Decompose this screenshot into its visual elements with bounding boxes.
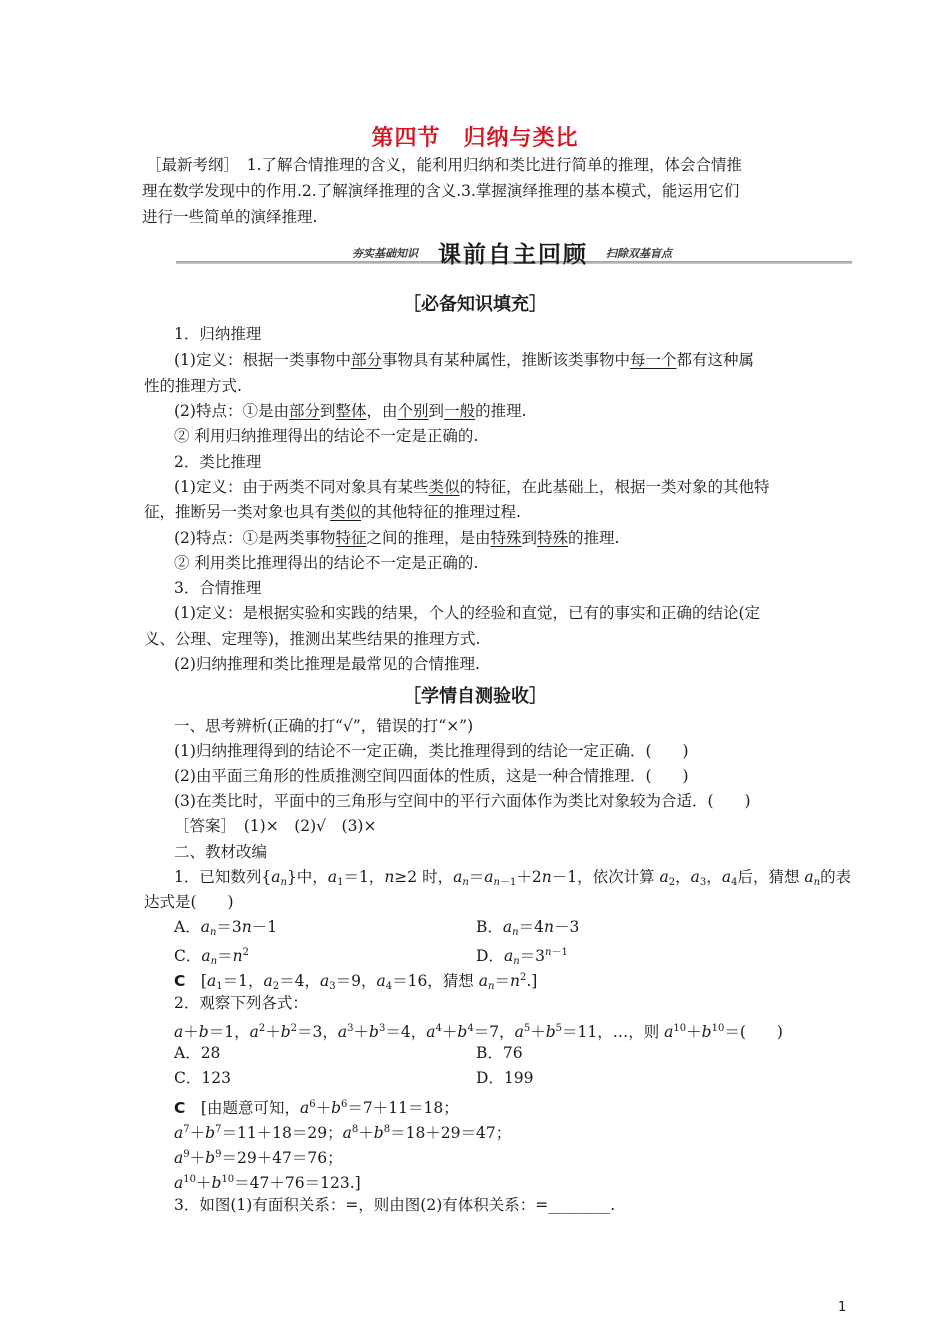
solution-line: C [由题意可知，$a^6+b^6=7+11=18$； [174, 1099, 459, 1117]
feature-line: (2)特点：①是两类事物特征之间的推理，是由特殊到特殊的推理. [174, 529, 620, 547]
problem-line: 达式是( ) [144, 893, 234, 911]
solution-line: $a^7+b^7=11+18=29$；$a^8+b^8=18+29=47$； [174, 1124, 512, 1142]
item-heading: 3．合情推理 [174, 579, 262, 597]
problem-line: 2．观察下列各式： [174, 994, 308, 1012]
feature-line: (2)特点：①是由部分到整体，由个别到一般的推理. [174, 402, 527, 420]
item-heading: 二、教材改编 [174, 843, 268, 861]
answer-line: ［答案］ (1)× (2)√ (3)× [174, 817, 377, 835]
question-line: (2)由平面三角形的性质推测空间四面体的性质，这是一种合情推理．( ) [174, 767, 689, 785]
section-heading: ［学情自测验收］ [403, 686, 547, 707]
option-d: D．$a_n=3^{n-1}$ [476, 947, 568, 967]
banner-title: 课前自主回顾 [438, 242, 588, 268]
feature-line: (2)归纳推理和类比推理是最常见的合情推理. [174, 655, 480, 673]
problem-line: 3．如图(1)有面积关系：=，则由图(2)有体积关系：=________. [174, 1196, 616, 1214]
definition-line: 征，推断另一类对象也具有类似的其他特征的推理过程. [144, 503, 521, 521]
definition-line: 性的推理方式. [144, 377, 242, 395]
definition-line: (1)定义：根据一类事物中部分事物具有某种属性，推断该类事物中每一个都有这种属 [174, 351, 755, 369]
feature-line: ② 利用归纳推理得出的结论不一定是正确的. [174, 427, 479, 445]
section-banner [176, 236, 852, 272]
definition-line: (1)定义：是根据实验和实践的结果，个人的经验和直觉，已有的事实和正确的结论(定 [174, 604, 761, 622]
banner-left-text: 夯实基础知识 [352, 247, 418, 260]
option-b: B．$a_n=4n-3$ [476, 918, 580, 938]
definition-line: 义、公理、定理等)，推测出某些结果的推理方式. [144, 630, 481, 648]
option-b: B．76 [476, 1044, 523, 1062]
banner-right-text: 扫除双基盲点 [606, 247, 672, 260]
intro-line: ［最新考纲］ 1.了解合情推理的含义，能利用归纳和类比进行简单的推理，体会合情推 [146, 156, 743, 174]
option-c: C．123 [174, 1069, 231, 1087]
solution-line: $a^9+b^9=29+47=76$； [174, 1149, 343, 1167]
definition-line: (1)定义：由于两类不同对象具有某些类似的特征，在此基础上，根据一类对象的其他特 [174, 478, 770, 496]
solution-line: C [$a_1=1$，$a_2=4$，$a_3=9$，$a_4=16$，猜想 $a_n=n^2$.] [174, 972, 538, 992]
item-heading: 2．类比推理 [174, 453, 262, 471]
page-title: 第四节 归纳与类比 [371, 126, 579, 151]
intro-line: 进行一些简单的演绎推理. [142, 208, 318, 226]
intro-line: 理在数学发现中的作用.2.了解演绎推理的含义.3.掌握演绎推理的基本模式，能运用它们 [142, 182, 740, 200]
question-line: (1)归纳推理得到的结论不一定正确，类比推理得到的结论一定正确．( ) [174, 742, 689, 760]
section-heading: ［必备知识填充］ [403, 294, 547, 315]
question-line: (3)在类比时，平面中的三角形与空间中的平行六面体作为类比对象较为合适．( ) [174, 792, 751, 810]
problem-line: 1．已知数列$\{a_n\}$中，$a_1=1$，n≥2 时，$a_n=a_{n-1}+2n-1$，依次计算 $a_2$，$a_3$，$a_4$后，猜想 $a_n$的表 [174, 868, 852, 888]
item-heading: 1．归纳推理 [174, 325, 262, 343]
option-a: A．$a_n=3n-1$ [174, 918, 278, 938]
option-a: A．28 [174, 1044, 221, 1062]
feature-line: ② 利用类比推理得出的结论不一定是正确的. [174, 554, 479, 572]
page-number: 1 [838, 1300, 847, 1315]
question-line: 一、思考辨析(正确的打“√”，错误的打“×”) [174, 717, 474, 735]
solution-line: $a^{10}+b^{10}=47+76=123$.] [174, 1174, 361, 1192]
option-c: C．$a_n=n^2$ [174, 947, 249, 967]
option-d: D．199 [476, 1069, 534, 1087]
problem-line: a＋b＝1，$a^2+b^2=3$，$a^3+b^3=4$，$a^4+b^4=7$，$a^5+b^5=11$，…，则 $a^{10}+b^{10}=$( ) [174, 1023, 783, 1041]
